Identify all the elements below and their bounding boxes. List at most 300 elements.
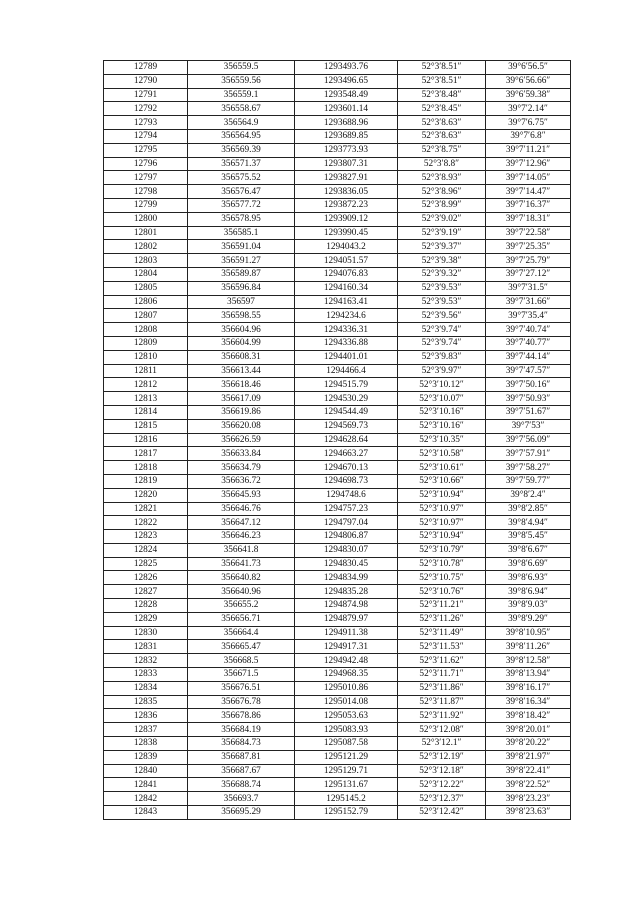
x-coordinate-cell: 356626.59	[188, 433, 295, 447]
y-coordinate-cell: 1294160.34	[295, 281, 398, 295]
latitude-cell: 52°3′10.35″	[398, 433, 486, 447]
latitude-cell: 52°3′10.94″	[398, 530, 486, 544]
table-row	[104, 323, 571, 337]
latitude-cell: 52°3′8.63″	[398, 116, 486, 130]
point-number-cell: 12817	[104, 447, 188, 461]
longitude-cell: 39°7′18.31″	[486, 212, 571, 226]
x-coordinate-cell: 356646.76	[188, 502, 295, 516]
latitude-cell: 52°3′9.53″	[398, 281, 486, 295]
point-number-cell: 12811	[104, 364, 188, 378]
y-coordinate-cell: 1294835.28	[295, 585, 398, 599]
y-coordinate-cell: 1294748.6	[295, 488, 398, 502]
y-coordinate-cell: 1294942.48	[295, 654, 398, 668]
longitude-cell: 39°7′14.05″	[486, 171, 571, 185]
latitude-cell: 52°3′9.38″	[398, 254, 486, 268]
x-coordinate-cell: 356620.08	[188, 419, 295, 433]
latitude-cell: 52°3′9.74″	[398, 323, 486, 337]
longitude-cell: 39°7′25.35″	[486, 240, 571, 254]
latitude-cell: 52°3′10.16″	[398, 419, 486, 433]
latitude-cell: 52°3′12.37″	[398, 792, 486, 806]
latitude-cell: 52°3′9.74″	[398, 336, 486, 350]
point-number-cell: 12803	[104, 254, 188, 268]
latitude-cell: 52°3′8.75″	[398, 143, 486, 157]
latitude-cell: 52°3′9.53″	[398, 295, 486, 309]
latitude-cell: 52°3′12.1″	[398, 737, 486, 751]
table-row	[104, 419, 571, 433]
longitude-cell: 39°7′59.77″	[486, 474, 571, 488]
x-coordinate-cell: 356564.95	[188, 129, 295, 143]
longitude-cell: 39°7′14.47″	[486, 185, 571, 199]
latitude-cell: 52°3′10.16″	[398, 405, 486, 419]
x-coordinate-cell: 356636.72	[188, 474, 295, 488]
table-row	[104, 267, 571, 281]
y-coordinate-cell: 1295121.29	[295, 750, 398, 764]
x-coordinate-cell: 356640.96	[188, 585, 295, 599]
y-coordinate-cell: 1294968.35	[295, 668, 398, 682]
y-coordinate-cell: 1294806.87	[295, 530, 398, 544]
table-row	[104, 295, 571, 309]
longitude-cell: 39°6′56.66″	[486, 74, 571, 88]
latitude-cell: 52°3′11.53″	[398, 640, 486, 654]
longitude-cell: 39°8′13.94″	[486, 668, 571, 682]
table-row	[104, 681, 571, 695]
longitude-cell: 39°7′58.27″	[486, 461, 571, 475]
table-row	[104, 392, 571, 406]
y-coordinate-cell: 1295014.08	[295, 695, 398, 709]
x-coordinate-cell: 356676.78	[188, 695, 295, 709]
table-row	[104, 157, 571, 171]
longitude-cell: 39°8′9.29″	[486, 612, 571, 626]
latitude-cell: 52°3′9.19″	[398, 226, 486, 240]
point-number-cell: 12792	[104, 102, 188, 116]
point-number-cell: 12790	[104, 74, 188, 88]
y-coordinate-cell: 1294830.45	[295, 557, 398, 571]
y-coordinate-cell: 1294917.31	[295, 640, 398, 654]
point-number-cell: 12833	[104, 668, 188, 682]
y-coordinate-cell: 1294698.73	[295, 474, 398, 488]
x-coordinate-cell: 356633.84	[188, 447, 295, 461]
y-coordinate-cell: 1293689.85	[295, 129, 398, 143]
y-coordinate-cell: 1293827.91	[295, 171, 398, 185]
longitude-cell: 39°7′6.8″	[486, 129, 571, 143]
point-number-cell: 12825	[104, 557, 188, 571]
latitude-cell: 52°3′12.22″	[398, 778, 486, 792]
table-row	[104, 88, 571, 102]
latitude-cell: 52°3′10.97″	[398, 502, 486, 516]
longitude-cell: 39°7′50.93″	[486, 392, 571, 406]
y-coordinate-cell: 1294874.98	[295, 599, 398, 613]
longitude-cell: 39°8′16.17″	[486, 681, 571, 695]
y-coordinate-cell: 1294569.73	[295, 419, 398, 433]
y-coordinate-cell: 1294911.38	[295, 626, 398, 640]
latitude-cell: 52°3′12.08″	[398, 723, 486, 737]
x-coordinate-cell: 356597	[188, 295, 295, 309]
x-coordinate-cell: 356655.2	[188, 599, 295, 613]
latitude-cell: 52°3′9.97″	[398, 364, 486, 378]
latitude-cell: 52°3′10.12″	[398, 378, 486, 392]
longitude-cell: 39°8′20.01″	[486, 723, 571, 737]
latitude-cell: 52°3′8.93″	[398, 171, 486, 185]
point-number-cell: 12789	[104, 61, 188, 75]
table-row	[104, 226, 571, 240]
y-coordinate-cell: 1294076.83	[295, 267, 398, 281]
latitude-cell: 52°3′8.96″	[398, 185, 486, 199]
latitude-cell: 52°3′11.49″	[398, 626, 486, 640]
point-number-cell: 12826	[104, 571, 188, 585]
table-row	[104, 640, 571, 654]
table-row	[104, 792, 571, 806]
longitude-cell: 39°7′40.74″	[486, 323, 571, 337]
longitude-cell: 39°6′59.38″	[486, 88, 571, 102]
y-coordinate-cell: 1294401.01	[295, 350, 398, 364]
table-row	[104, 668, 571, 682]
latitude-cell: 52°3′11.86″	[398, 681, 486, 695]
table-row	[104, 129, 571, 143]
table-row	[104, 516, 571, 530]
point-number-cell: 12810	[104, 350, 188, 364]
x-coordinate-cell: 356558.67	[188, 102, 295, 116]
y-coordinate-cell: 1295083.93	[295, 723, 398, 737]
x-coordinate-cell: 356640.82	[188, 571, 295, 585]
point-number-cell: 12820	[104, 488, 188, 502]
table-row	[104, 433, 571, 447]
y-coordinate-cell: 1294515.79	[295, 378, 398, 392]
point-number-cell: 12842	[104, 792, 188, 806]
latitude-cell: 52°3′9.37″	[398, 240, 486, 254]
longitude-cell: 39°7′57.91″	[486, 447, 571, 461]
latitude-cell: 52°3′12.42″	[398, 806, 486, 820]
point-number-cell: 12823	[104, 530, 188, 544]
point-number-cell: 12835	[104, 695, 188, 709]
longitude-cell: 39°8′16.34″	[486, 695, 571, 709]
latitude-cell: 52°3′10.61″	[398, 461, 486, 475]
point-number-cell: 12837	[104, 723, 188, 737]
x-coordinate-cell: 356695.29	[188, 806, 295, 820]
latitude-cell: 52°3′8.63″	[398, 129, 486, 143]
x-coordinate-cell: 356684.73	[188, 737, 295, 751]
point-number-cell: 12813	[104, 392, 188, 406]
y-coordinate-cell: 1294043.2	[295, 240, 398, 254]
point-number-cell: 12808	[104, 323, 188, 337]
y-coordinate-cell: 1294336.88	[295, 336, 398, 350]
longitude-cell: 39°8′18.42″	[486, 709, 571, 723]
longitude-cell: 39°7′6.75″	[486, 116, 571, 130]
point-number-cell: 12836	[104, 709, 188, 723]
latitude-cell: 52°3′9.02″	[398, 212, 486, 226]
table-row	[104, 571, 571, 585]
point-number-cell: 12841	[104, 778, 188, 792]
x-coordinate-cell: 356656.71	[188, 612, 295, 626]
table-row	[104, 309, 571, 323]
y-coordinate-cell: 1293872.23	[295, 198, 398, 212]
table-row	[104, 764, 571, 778]
longitude-cell: 39°7′27.12″	[486, 267, 571, 281]
y-coordinate-cell: 1293807.31	[295, 157, 398, 171]
table-row	[104, 281, 571, 295]
latitude-cell: 52°3′8.8″	[398, 157, 486, 171]
y-coordinate-cell: 1294628.64	[295, 433, 398, 447]
table-row	[104, 626, 571, 640]
latitude-cell: 52°3′10.07″	[398, 392, 486, 406]
x-coordinate-cell: 356571.37	[188, 157, 295, 171]
latitude-cell: 52°3′10.66″	[398, 474, 486, 488]
x-coordinate-cell: 356608.31	[188, 350, 295, 364]
point-number-cell: 12821	[104, 502, 188, 516]
x-coordinate-cell: 356664.4	[188, 626, 295, 640]
x-coordinate-cell: 356693.7	[188, 792, 295, 806]
latitude-cell: 52°3′10.94″	[398, 488, 486, 502]
y-coordinate-cell: 1294530.29	[295, 392, 398, 406]
x-coordinate-cell: 356619.86	[188, 405, 295, 419]
latitude-cell: 52°3′11.71″	[398, 668, 486, 682]
x-coordinate-cell: 356641.8	[188, 543, 295, 557]
x-coordinate-cell: 356617.09	[188, 392, 295, 406]
x-coordinate-cell: 356591.04	[188, 240, 295, 254]
latitude-cell: 52°3′8.45″	[398, 102, 486, 116]
table-row	[104, 723, 571, 737]
latitude-cell: 52°3′11.92″	[398, 709, 486, 723]
x-coordinate-cell: 356671.5	[188, 668, 295, 682]
y-coordinate-cell: 1293496.65	[295, 74, 398, 88]
x-coordinate-cell: 356646.23	[188, 530, 295, 544]
longitude-cell: 39°6′56.5″	[486, 61, 571, 75]
x-coordinate-cell: 356645.93	[188, 488, 295, 502]
x-coordinate-cell: 356665.47	[188, 640, 295, 654]
y-coordinate-cell: 1294670.13	[295, 461, 398, 475]
point-number-cell: 12800	[104, 212, 188, 226]
point-number-cell: 12830	[104, 626, 188, 640]
point-number-cell: 12812	[104, 378, 188, 392]
table-row	[104, 806, 571, 820]
longitude-cell: 39°8′11.26″	[486, 640, 571, 654]
longitude-cell: 39°7′12.96″	[486, 157, 571, 171]
x-coordinate-cell: 356589.87	[188, 267, 295, 281]
y-coordinate-cell: 1294663.27	[295, 447, 398, 461]
longitude-cell: 39°7′47.57″	[486, 364, 571, 378]
table-row	[104, 695, 571, 709]
table-row	[104, 778, 571, 792]
y-coordinate-cell: 1293601.14	[295, 102, 398, 116]
table-row	[104, 74, 571, 88]
latitude-cell: 52°3′11.21″	[398, 599, 486, 613]
y-coordinate-cell: 1294466.4	[295, 364, 398, 378]
point-number-cell: 12815	[104, 419, 188, 433]
x-coordinate-cell: 356668.5	[188, 654, 295, 668]
x-coordinate-cell: 356647.12	[188, 516, 295, 530]
table-row	[104, 378, 571, 392]
table-row	[104, 198, 571, 212]
table-row	[104, 530, 571, 544]
y-coordinate-cell: 1294051.57	[295, 254, 398, 268]
coordinates-table-body	[104, 61, 571, 820]
x-coordinate-cell: 356687.81	[188, 750, 295, 764]
table-row	[104, 364, 571, 378]
x-coordinate-cell: 356575.52	[188, 171, 295, 185]
table-row	[104, 750, 571, 764]
point-number-cell: 12818	[104, 461, 188, 475]
point-number-cell: 12804	[104, 267, 188, 281]
y-coordinate-cell: 1294163.41	[295, 295, 398, 309]
x-coordinate-cell: 356604.99	[188, 336, 295, 350]
y-coordinate-cell: 1293773.93	[295, 143, 398, 157]
latitude-cell: 52°3′8.51″	[398, 74, 486, 88]
table-row	[104, 143, 571, 157]
point-number-cell: 12809	[104, 336, 188, 350]
longitude-cell: 39°8′22.41″	[486, 764, 571, 778]
x-coordinate-cell: 356678.86	[188, 709, 295, 723]
longitude-cell: 39°7′2.14″	[486, 102, 571, 116]
table-row	[104, 240, 571, 254]
longitude-cell: 39°8′6.67″	[486, 543, 571, 557]
table-row	[104, 212, 571, 226]
point-number-cell: 12806	[104, 295, 188, 309]
y-coordinate-cell: 1295152.79	[295, 806, 398, 820]
latitude-cell: 52°3′10.58″	[398, 447, 486, 461]
longitude-cell: 39°8′23.63″	[486, 806, 571, 820]
y-coordinate-cell: 1294830.07	[295, 543, 398, 557]
point-number-cell: 12797	[104, 171, 188, 185]
y-coordinate-cell: 1293909.12	[295, 212, 398, 226]
x-coordinate-cell: 356598.55	[188, 309, 295, 323]
point-number-cell: 12829	[104, 612, 188, 626]
point-number-cell: 12798	[104, 185, 188, 199]
y-coordinate-cell: 1293836.05	[295, 185, 398, 199]
longitude-cell: 39°7′40.77″	[486, 336, 571, 350]
point-number-cell: 12795	[104, 143, 188, 157]
y-coordinate-cell: 1295131.67	[295, 778, 398, 792]
longitude-cell: 39°7′44.14″	[486, 350, 571, 364]
y-coordinate-cell: 1294757.23	[295, 502, 398, 516]
y-coordinate-cell: 1293493.76	[295, 61, 398, 75]
longitude-cell: 39°7′53″	[486, 419, 571, 433]
latitude-cell: 52°3′12.19″	[398, 750, 486, 764]
point-number-cell: 12827	[104, 585, 188, 599]
y-coordinate-cell: 1295087.58	[295, 737, 398, 751]
latitude-cell: 52°3′10.78″	[398, 557, 486, 571]
x-coordinate-cell: 356634.79	[188, 461, 295, 475]
table-row	[104, 709, 571, 723]
longitude-cell: 39°8′2.4″	[486, 488, 571, 502]
point-number-cell: 12814	[104, 405, 188, 419]
point-number-cell: 12822	[104, 516, 188, 530]
y-coordinate-cell: 1294797.04	[295, 516, 398, 530]
x-coordinate-cell: 356618.46	[188, 378, 295, 392]
point-number-cell: 12828	[104, 599, 188, 613]
x-coordinate-cell: 356569.39	[188, 143, 295, 157]
point-number-cell: 12805	[104, 281, 188, 295]
table-row	[104, 447, 571, 461]
table-row	[104, 488, 571, 502]
table-row	[104, 502, 571, 516]
table-row	[104, 612, 571, 626]
table-row	[104, 185, 571, 199]
point-number-cell: 12807	[104, 309, 188, 323]
latitude-cell: 52°3′11.62″	[398, 654, 486, 668]
longitude-cell: 39°8′4.94″	[486, 516, 571, 530]
x-coordinate-cell: 356576.47	[188, 185, 295, 199]
table-row	[104, 61, 571, 75]
longitude-cell: 39°8′6.94″	[486, 585, 571, 599]
y-coordinate-cell: 1293548.49	[295, 88, 398, 102]
longitude-cell: 39°7′16.37″	[486, 198, 571, 212]
longitude-cell: 39°8′6.69″	[486, 557, 571, 571]
x-coordinate-cell: 356559.1	[188, 88, 295, 102]
y-coordinate-cell: 1295010.86	[295, 681, 398, 695]
latitude-cell: 52°3′8.51″	[398, 61, 486, 75]
longitude-cell: 39°7′11.21″	[486, 143, 571, 157]
point-number-cell: 12794	[104, 129, 188, 143]
table-row	[104, 350, 571, 364]
point-number-cell: 12801	[104, 226, 188, 240]
point-number-cell: 12840	[104, 764, 188, 778]
longitude-cell: 39°7′56.09″	[486, 433, 571, 447]
table-row	[104, 405, 571, 419]
latitude-cell: 52°3′10.97″	[398, 516, 486, 530]
point-number-cell: 12799	[104, 198, 188, 212]
x-coordinate-cell: 356676.51	[188, 681, 295, 695]
y-coordinate-cell: 1294336.31	[295, 323, 398, 337]
y-coordinate-cell: 1293688.96	[295, 116, 398, 130]
longitude-cell: 39°7′35.4″	[486, 309, 571, 323]
x-coordinate-cell: 356585.1	[188, 226, 295, 240]
longitude-cell: 39°8′23.23″	[486, 792, 571, 806]
latitude-cell: 52°3′9.32″	[398, 267, 486, 281]
latitude-cell: 52°3′8.99″	[398, 198, 486, 212]
longitude-cell: 39°8′22.52″	[486, 778, 571, 792]
y-coordinate-cell: 1294234.6	[295, 309, 398, 323]
x-coordinate-cell: 356559.56	[188, 74, 295, 88]
point-number-cell: 12834	[104, 681, 188, 695]
table-row	[104, 557, 571, 571]
y-coordinate-cell: 1295053.63	[295, 709, 398, 723]
latitude-cell: 52°3′8.48″	[398, 88, 486, 102]
point-number-cell: 12791	[104, 88, 188, 102]
x-coordinate-cell: 356591.27	[188, 254, 295, 268]
longitude-cell: 39°7′25.79″	[486, 254, 571, 268]
longitude-cell: 39°7′31.5″	[486, 281, 571, 295]
longitude-cell: 39°8′6.93″	[486, 571, 571, 585]
x-coordinate-cell: 356688.74	[188, 778, 295, 792]
table-row	[104, 654, 571, 668]
y-coordinate-cell: 1294834.99	[295, 571, 398, 585]
x-coordinate-cell: 356564.9	[188, 116, 295, 130]
table-row	[104, 102, 571, 116]
latitude-cell: 52°3′9.56″	[398, 309, 486, 323]
longitude-cell: 39°8′9.03″	[486, 599, 571, 613]
point-number-cell: 12793	[104, 116, 188, 130]
x-coordinate-cell: 356596.84	[188, 281, 295, 295]
y-coordinate-cell: 1293990.45	[295, 226, 398, 240]
point-number-cell: 12819	[104, 474, 188, 488]
point-number-cell: 12816	[104, 433, 188, 447]
table-row	[104, 171, 571, 185]
point-number-cell: 12824	[104, 543, 188, 557]
table-row	[104, 737, 571, 751]
x-coordinate-cell: 356559.5	[188, 61, 295, 75]
longitude-cell: 39°7′51.67″	[486, 405, 571, 419]
x-coordinate-cell: 356604.96	[188, 323, 295, 337]
latitude-cell: 52°3′12.18″	[398, 764, 486, 778]
longitude-cell: 39°8′20.22″	[486, 737, 571, 751]
point-number-cell: 12839	[104, 750, 188, 764]
x-coordinate-cell: 356641.73	[188, 557, 295, 571]
x-coordinate-cell: 356684.19	[188, 723, 295, 737]
longitude-cell: 39°8′21.97″	[486, 750, 571, 764]
table-row	[104, 116, 571, 130]
table-row	[104, 461, 571, 475]
x-coordinate-cell: 356577.72	[188, 198, 295, 212]
longitude-cell: 39°8′2.85″	[486, 502, 571, 516]
